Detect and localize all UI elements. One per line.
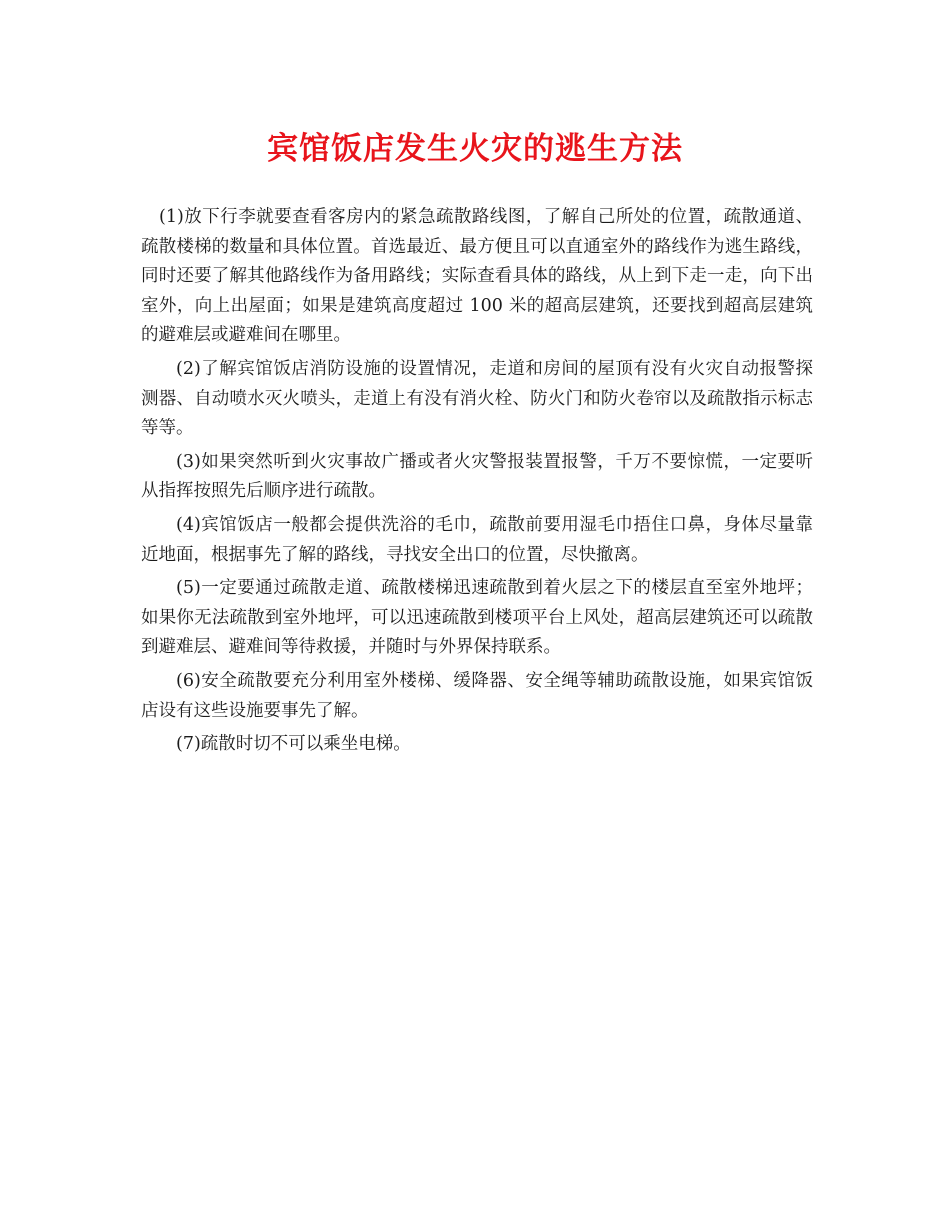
paragraph-6: (6)安全疏散要充分利用室外楼梯、缓降器、安全绳等辅助疏散设施，如果宾馆饭店设有这些设施要事先了解。 <box>141 670 813 721</box>
paragraph-7: (7)疏散时切不可以乘坐电梯。 <box>176 734 411 755</box>
paragraph-2: (2)了解宾馆饭店消防设施的设置情况，走道和房间的屋顶有没有火灾自动报警探测器、自动喷水灭火喷头，走道上有没有消火栓、防火门和防火卷帘以及疏散指示标志等等。 <box>141 358 813 439</box>
paragraph-3: (3)如果突然听到火灾事故广播或者火灾警报装置报警，千万不要惊慌，一定要听从指挥按照先后顺序进行疏散。 <box>141 451 813 502</box>
document-title: 宾馆饭店发生火灾的逃生方法 <box>267 131 683 167</box>
paragraph-1: (1)放下行李就要查看客房内的紧急疏散路线图，了解自己所处的位置，疏散通道、疏散楼梯的数量和具体位置。首选最近、最方便且可以直通室外的路线作为逃生路线，同时还要了解其他路线作为备用路线；实际查看具体的路线，从上到下走一走，向下出室外，向上出屋面；如果是建筑高度超过 100 米的超高层建筑，还要找到超高层建筑的避难层或避难间在哪里。 <box>141 207 813 346</box>
document-body <box>141 203 813 764</box>
paragraph-4: (4)宾馆饭店一般都会提供洗浴的毛巾，疏散前要用湿毛巾捂住口鼻，身体尽量靠近地面，根据事先了解的路线，寻找安全出口的位置，尽快撤离。 <box>141 514 813 565</box>
paragraph-5: (5)一定要通过疏散走道、疏散楼梯迅速疏散到着火层之下的楼层直至室外地坪；如果你无法疏散到室外地坪，可以迅速疏散到楼项平台上风处，超高层建筑还可以疏散到避难层、避难间等待救援，并随时与外界保持联系。 <box>141 578 813 658</box>
